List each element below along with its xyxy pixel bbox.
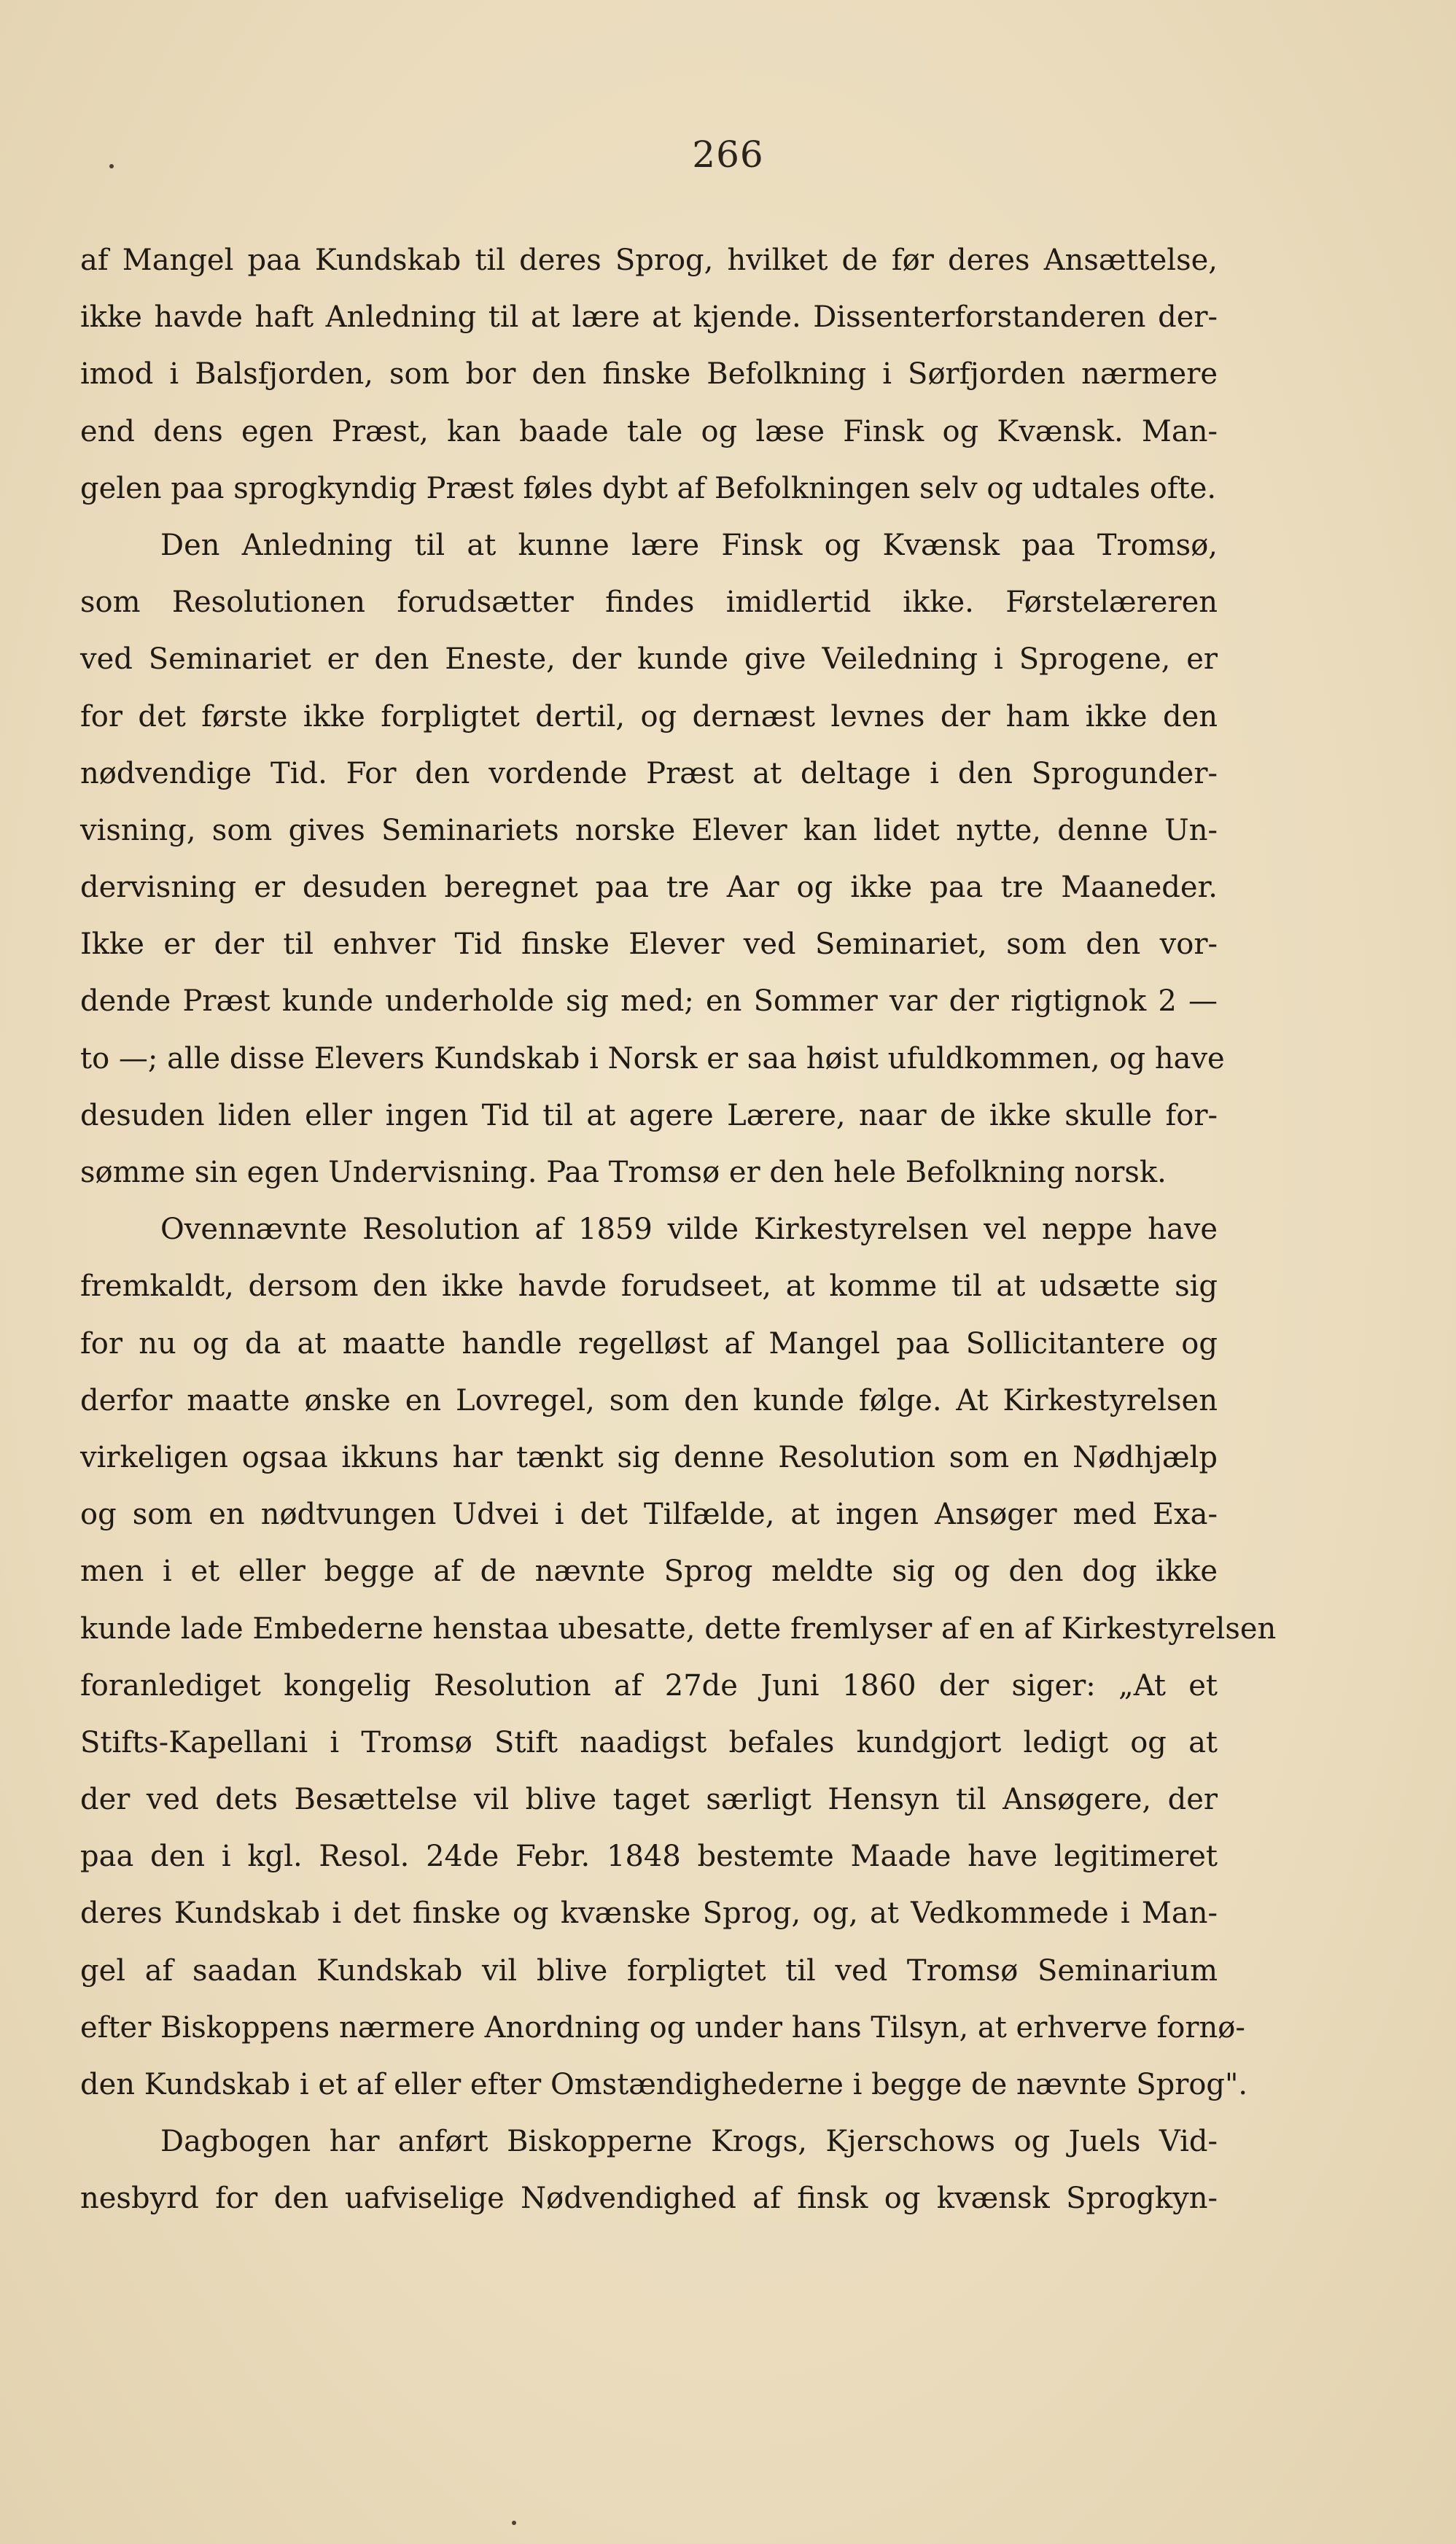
text-line: kunde lade Embederne henstaa ubesatte, dette fremlyser af en af Kirkestyrelsen [80,1611,1277,1646]
text-line: paa den i kgl. Resol. 24de Febr. 1848 bestemte Maade have legitimeret [80,1840,1218,1874]
text-line: dende Præst kunde underholde sig med; en Sommer var der rigtignok 2 — [80,984,1218,1019]
text-line: af Mangel paa Kundskab til deres Sprog, hvilket de før deres Ansættelse, [80,244,1218,277]
text-line: desuden liden eller ingen Tid til at agere Lærere, naar de ikke skulle for- [80,1098,1218,1132]
text-line: gel af saadan Kundskab vil blive forpligtet til ved Tromsø Seminarium [80,1953,1218,1988]
text-line: foranlediget kongelig Resolution af 27de Juni 1860 der siger: „At et [80,1668,1218,1703]
text-line: ved Seminariet er den Eneste, der kunde give Veiledning i Sprogene, er [80,642,1218,677]
text-line: Den Anledning til at kunne lære Finsk og Kvænsk paa Tromsø, [160,528,1218,562]
page-speck [512,2521,516,2525]
text-line: som Resolutionen forudsætter findes imidlertid ikke. Førstelæreren [80,586,1218,620]
text-line: to —; alle disse Elevers Kundskab i Norsk er saa høist ufuldkommen, og have [80,1041,1225,1075]
page-speck [109,164,114,168]
text-line: imod i Balsfjorden, som bor den finske Befolkning i Sørfjorden nærmere [80,357,1218,392]
text-line: ikke havde haft Anledning til at lære at kjende. Dissenterforstanderen der- [80,300,1218,335]
text-line: Ovennævnte Resolution af 1859 vilde Kirkestyrelsen vel neppe have [160,1213,1218,1247]
text-line: deres Kundskab i det finske og kvænske Sprog, og, at Vedkommede i Man- [80,1897,1218,1931]
text-line: for nu og da at maatte handle regelløst af Mangel paa Sollicitantere og [80,1326,1218,1361]
text-line: Ikke er der til enhver Tid finske Elever ved Seminariet, som den vor- [80,927,1218,962]
text-line: men i et eller begge af de nævnte Sprog meldte sig og den dog ikke [80,1555,1218,1589]
text-line: dervisning er desuden beregnet paa tre Aar og ikke paa tre Maaneder. [80,871,1218,905]
text-line: der ved dets Besættelse vil blive taget særligt Hensyn til Ansøgere, der [80,1783,1218,1817]
text-line: derfor maatte ønske en Lovregel, som den kunde følge. At Kirkestyrelsen [80,1383,1218,1417]
text-line: nesbyrd for den uafviselige Nødvendighed af finsk og kvænsk Sprogkyn- [80,2182,1218,2216]
text-line: for det første ikke forpligtet dertil, og dernæst levnes der ham ikke den [80,699,1218,734]
text-line: end dens egen Præst, kan baade tale og læse Finsk og Kvænsk. Man- [80,414,1218,448]
text-line: efter Biskoppens nærmere Anordning og under hans Tilsyn, at erhverve fornø- [80,2010,1245,2045]
text-line: og som en nødtvungen Udvei i det Tilfælde, at ingen Ansøger med Exa- [80,1498,1218,1532]
text-line: fremkaldt, dersom den ikke havde forudseet, at komme til at udsætte sig [80,1269,1218,1304]
text-line: nødvendige Tid. For den vordende Præst at deltage i den Sprogunder- [80,756,1218,790]
text-line: Stifts-Kapellani i Tromsø Stift naadigst befales kundgjort ledigt og at [80,1725,1218,1759]
text-line: sømme sin egen Undervisning. Paa Tromsø er den hele Befolkning norsk. [80,1156,1167,1189]
text-line: gelen paa sprogkyndig Præst føles dybt af Befolkningen selv og udtales ofte. [80,471,1217,505]
page-number: 266 [692,133,764,176]
text-line: virkeligen ogsaa ikkuns har tænkt sig denne Resolution som en Nødhjælp [80,1440,1218,1474]
body-text [80,232,1277,2228]
text-line: visning, som gives Seminariets norske Elever kan lidet nytte, denne Un- [80,813,1218,847]
text-line: Dagbogen har anført Biskopperne Krogs, Kjerschows og Juels Vid- [160,2125,1218,2159]
text-line: den Kundskab i et af eller efter Omstændighederne i begge de nævnte Sprog". [80,2068,1248,2101]
